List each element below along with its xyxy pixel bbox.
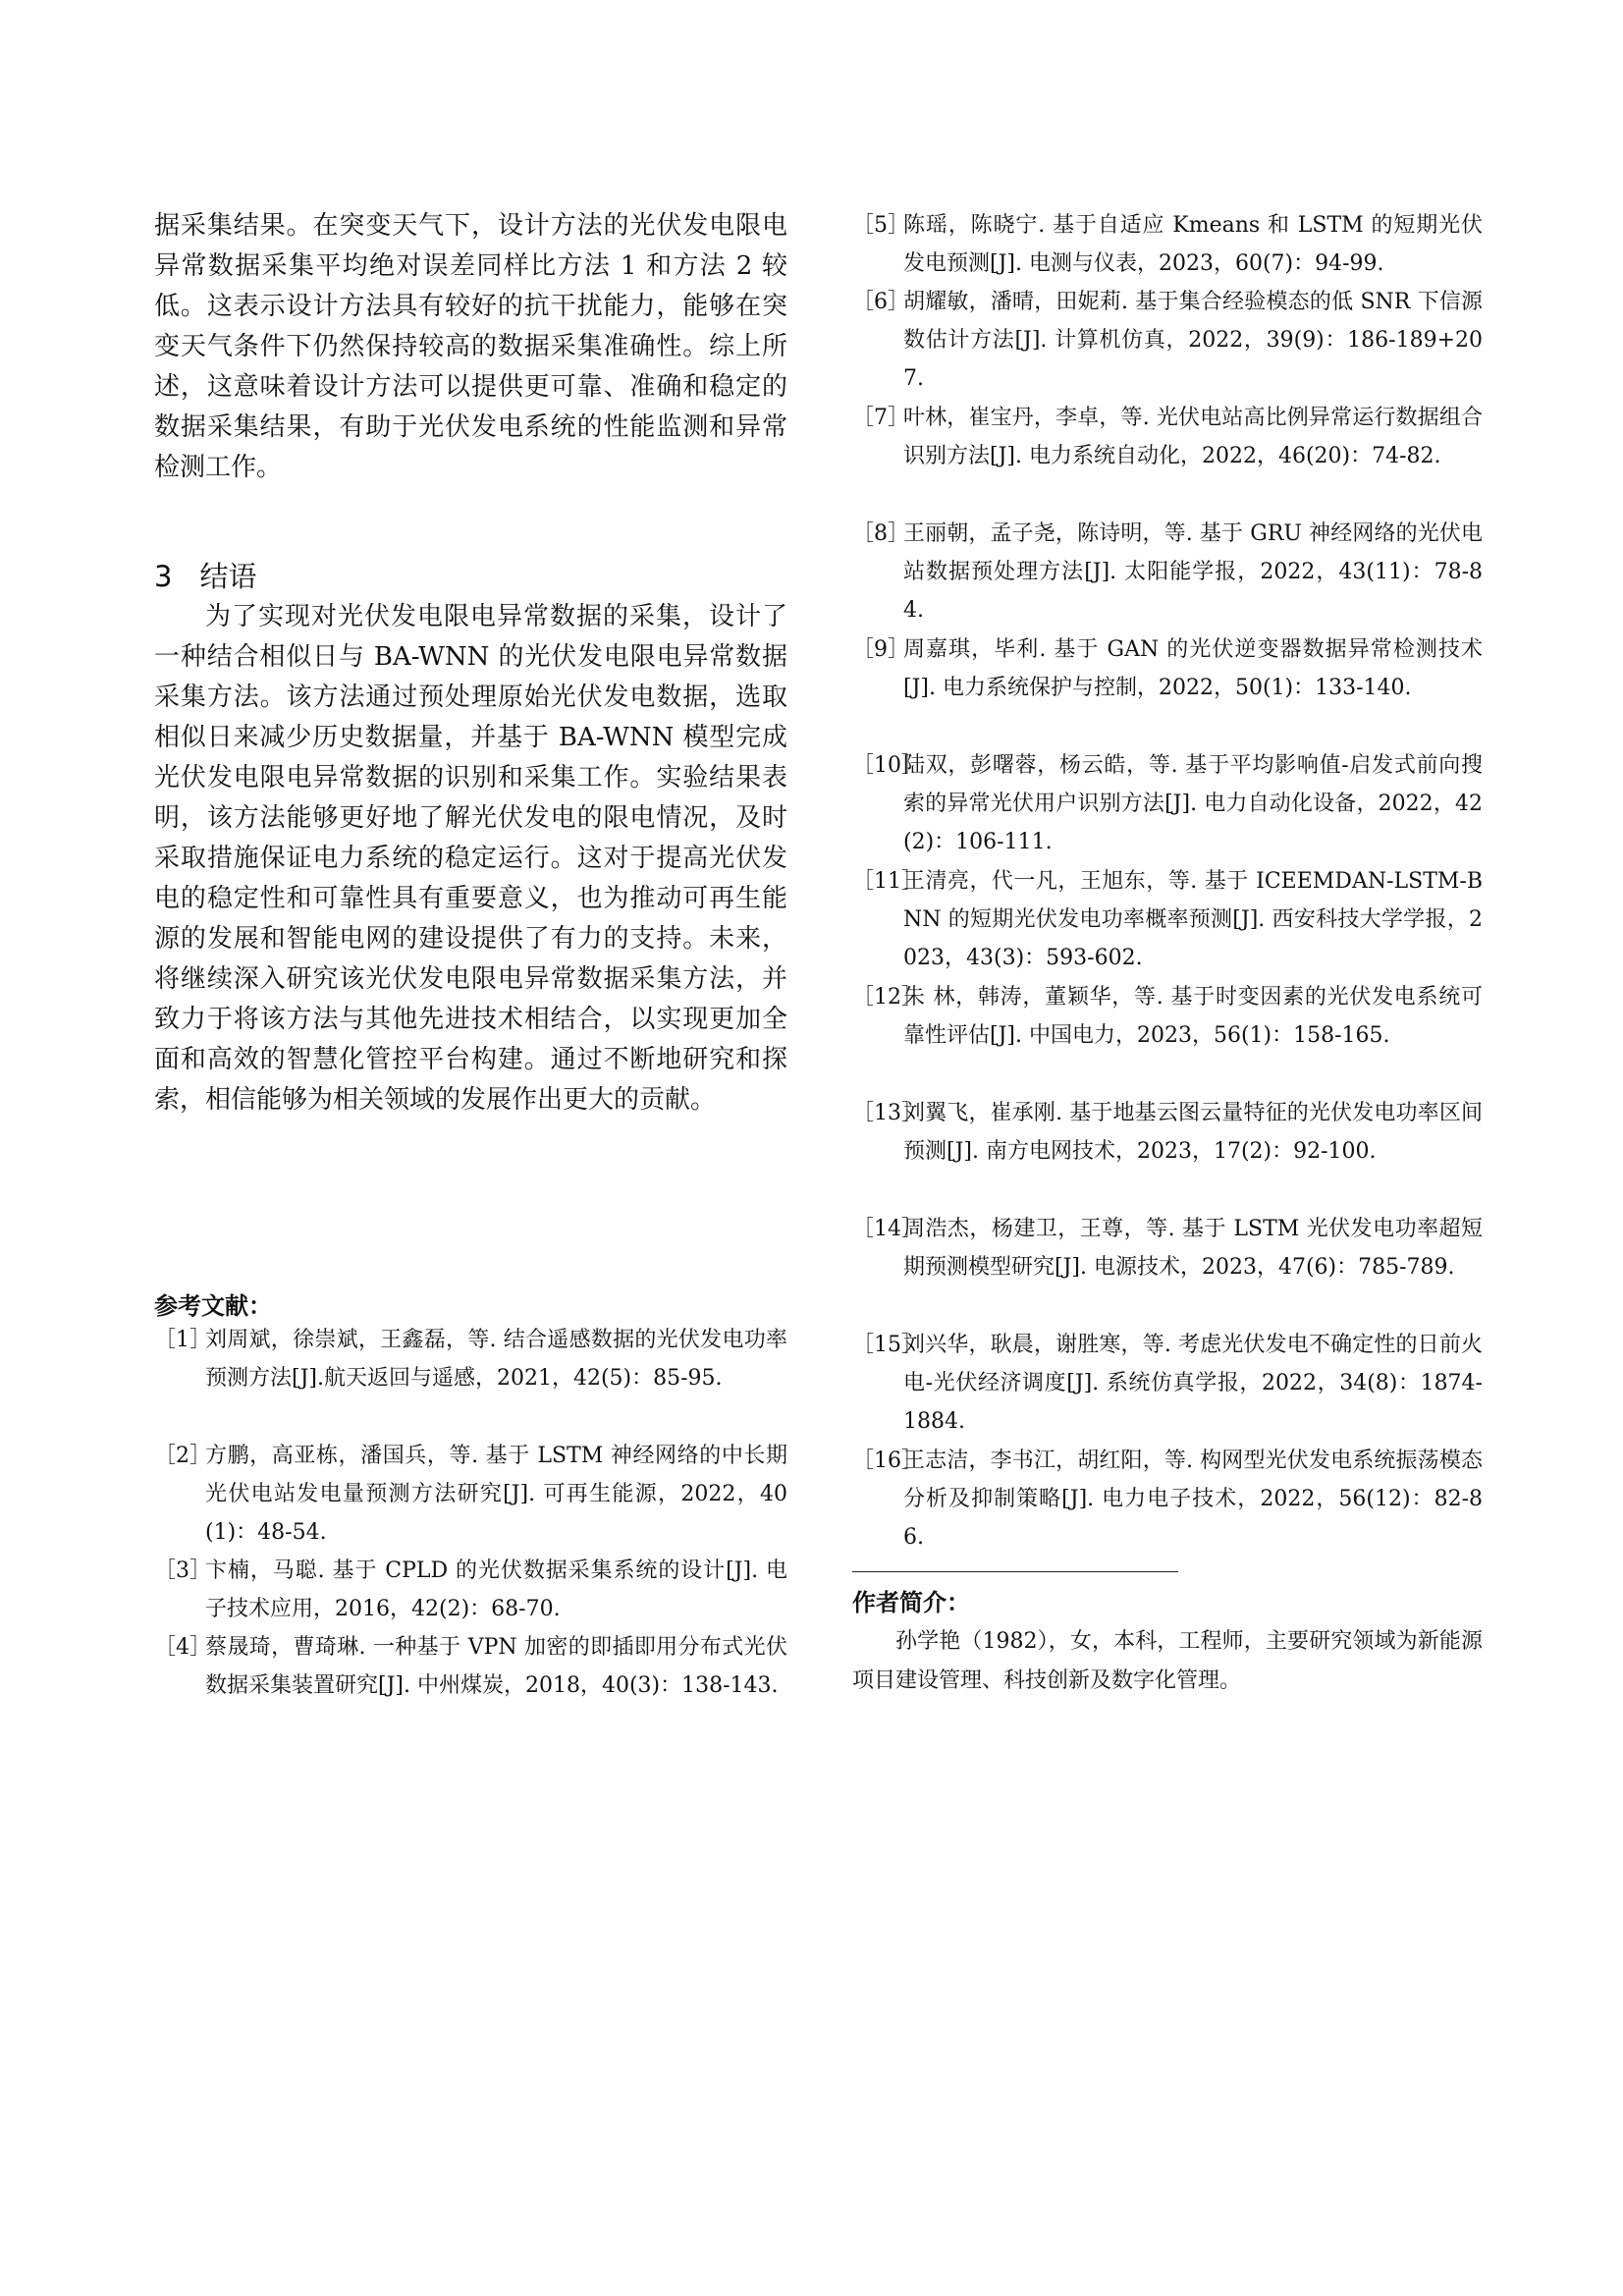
reference-text: 胡耀敏，潘晴，田妮莉. 基于集合经验模态的低 SNR 下信源数估计方法[J]. 计算机仿真，2022，39(9)：186-189+207. — [903, 290, 1483, 391]
section-title: 结语 — [199, 560, 257, 593]
reference-item — [852, 206, 1483, 283]
reference-number: ［3］ — [154, 1558, 211, 1583]
reference-item — [852, 1326, 1483, 1441]
reference-text: 卞楠，马聪. 基于 CPLD 的光伏数据采集系统的设计[J]. 电子技术应用，2016，42(2)：68-70. — [205, 1558, 787, 1621]
reference-item — [852, 1210, 1483, 1286]
reference-number: ［14］ — [852, 1217, 923, 1241]
reference-item — [852, 515, 1483, 629]
reference-item — [852, 630, 1483, 707]
reference-item — [154, 1552, 787, 1628]
reference-item — [852, 746, 1483, 861]
reference-text: 刘兴华，耿晨，谢胜寒，等. 考虑光伏发电不确定性的日前火电-光伏经济调度[J]. 系统仿真学报，2022，34(8)：1874-1884. — [903, 1333, 1483, 1434]
reference-text: 周嘉琪，毕利. 基于 GAN 的光伏逆变器数据异常检测技术[J]. 电力系统保护与控制，2022，50(1)：133-140. — [903, 637, 1483, 700]
reference-number: ［5］ — [852, 213, 909, 238]
reference-number: ［8］ — [852, 521, 909, 546]
reference-text: 陈瑶，陈晓宁. 基于自适应 Kmeans 和 LSTM 的短期光伏发电预测[J]. 电测与仪表，2023，60(7)：94-99. — [903, 213, 1483, 276]
author-bio: 孙学艳（1982），女，本科，工程师，主要研究领域为新能源项目建设管理、科技创新及数字化管理。 — [852, 1629, 1483, 1693]
conclusion-paragraph: 为了实现对光伏发电限电异常数据的采集，设计了一种结合相似日与 BA-WNN 的光伏发电限电异常数据采集方法。该方法通过预处理原始光伏发电数据，选取相似日来减少历史数据量，并基于 BA-WNN 模型完成光伏发电限电异常数据的识别和采集工作。实验结果表明，该方法能够更好地了解光伏发电的限电情况，及时采取措施保证电力系统的稳定运行。这对于提高光伏发电的稳定性和可靠性具有重要意义，也为推动可再生能源的发展和智能电网的建设提供了有力的支持。未来，将继续深入研究该光伏发电限电异常数据采集方法，并致力于将该方法与其他先进技术相结合，以实现更加全面和高效的智慧化管控平台构建。通过不断地研究和探索，相信能够为相关领域的发展作出更大的贡献。 — [154, 602, 787, 1115]
section-number: 3 — [154, 560, 173, 593]
reference-item — [154, 1321, 787, 1397]
reference-text: 刘周斌，徐崇斌，王鑫磊，等. 结合遥感数据的光伏发电功率预测方法[J].航天返回与遥感，2021，42(5)：85-95. — [205, 1328, 787, 1391]
reference-number: ［10］ — [852, 753, 923, 778]
reference-text: 王丽朝，孟子尧，陈诗明，等. 基于 GRU 神经网络的光伏电站数据预处理方法[J]. 太阳能学报，2022，43(11)：78-84. — [903, 521, 1483, 623]
reference-item — [154, 1628, 787, 1705]
reference-number: ［1］ — [154, 1328, 211, 1352]
reference-text: 朱 林，韩涛，董颖华，等. 基于时变因素的光伏发电系统可靠性评估[J]. 中国电力，2023，56(1)：158-165. — [903, 985, 1483, 1048]
reference-number: ［15］ — [852, 1333, 923, 1357]
reference-number: ［13］ — [852, 1101, 923, 1125]
section-heading — [154, 555, 256, 595]
reference-item — [852, 283, 1483, 398]
references-title: 参考文献： — [154, 1292, 272, 1320]
intro-paragraph: 据采集结果。在突变天气下，设计方法的光伏发电限电异常数据采集平均绝对误差同样比方法 1 和方法 2 较低。这表示设计方法具有较好的抗干扰能力，能够在突变天气条件下仍然保持较高的数据采集准确性。综上所述，这意味着设计方法可以提供更可靠、准确和稳定的数据采集结果，有助于光伏发电系统的性能监测和异常检测工作。 — [154, 211, 787, 482]
reference-item — [852, 399, 1483, 475]
reference-number: ［6］ — [852, 290, 909, 314]
reference-number: ［2］ — [154, 1444, 211, 1468]
reference-item — [852, 1442, 1483, 1557]
reference-item — [852, 1094, 1483, 1171]
reference-item — [852, 978, 1483, 1055]
reference-item — [154, 1437, 787, 1552]
reference-number: ［12］ — [852, 985, 923, 1010]
reference-text: 陆双，彭曙蓉，杨云皓，等. 基于平均影响值-启发式前向搜索的异常光伏用户识别方法[J]. 电力自动化设备，2022，42(2)：106-111. — [903, 753, 1483, 854]
reference-text: 刘翼飞，崔承刚. 基于地基云图云量特征的光伏发电功率区间预测[J]. 南方电网技术，2023，17(2)：92-100. — [903, 1101, 1483, 1164]
reference-text: 周浩杰，杨建卫，王尊，等. 基于 LSTM 光伏发电功率超短期预测模型研究[J]. 电源技术，2023，47(6)：785-789. — [903, 1217, 1483, 1280]
reference-number: ［9］ — [852, 637, 909, 662]
reference-text: 叶林，崔宝丹，李卓，等. 光伏电站高比例异常运行数据组合识别方法[J]. 电力系统自动化，2022，46(20)：74-82. — [903, 406, 1483, 468]
author-divider — [852, 1571, 1178, 1572]
reference-text: 王志洁，李书江，胡红阳，等. 构网型光伏发电系统振荡模态分析及抑制策略[J]. 电力电子技术，2022，56(12)：82-86. — [903, 1449, 1483, 1550]
reference-number: ［4］ — [154, 1635, 211, 1660]
reference-number: ［11］ — [852, 869, 923, 894]
reference-item — [852, 862, 1483, 977]
reference-text: 蔡晟琦，曹琦琳. 一种基于 VPN 加密的即插即用分布式光伏数据采集装置研究[J]. 中州煤炭，2018，40(3)：138-143. — [205, 1635, 787, 1698]
reference-number: ［16］ — [852, 1449, 923, 1473]
reference-text: 方鹏，高亚栋，潘国兵，等. 基于 LSTM 神经网络的中长期光伏电站发电量预测方法研究[J]. 可再生能源，2022，40(1)：48-54. — [205, 1444, 787, 1545]
reference-number: ［7］ — [852, 406, 909, 430]
author-title: 作者简介： — [852, 1589, 970, 1616]
reference-text: 王清亮，代一凡，王旭东，等. 基于 ICEEMDAN-LSTM-BNN 的短期光伏发电功率概率预测[J]. 西安科技大学学报，2023，43(3)：593-602. — [903, 869, 1483, 970]
